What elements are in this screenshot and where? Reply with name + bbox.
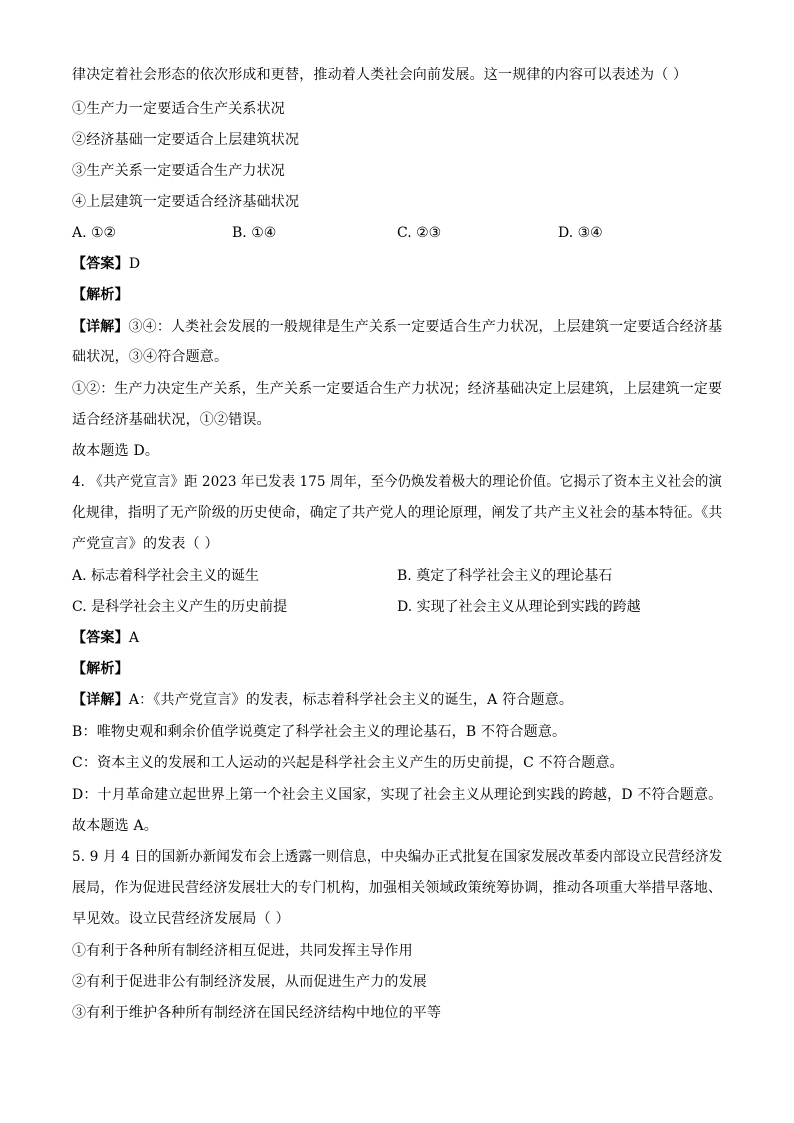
q4-conclusion: 故本题选 A。: [72, 818, 158, 834]
q3-answer-label: 【答案】: [72, 256, 129, 272]
q4-stem-line-2: 化规律，指明了无产阶级的历史使命，确定了共产党人的理论原理，阐发了共产主义社会的基本特征。《共: [72, 505, 723, 521]
q3-detail-line-3: ①②：生产力决定生产关系，生产关系一定要适合生产力状况；经济基础决定上层建筑，上层建筑一定要: [72, 381, 723, 397]
q3-item-1: ①生产力一定要适合生产关系状况: [72, 101, 285, 117]
q4-option-a: A. 标志着科学社会主义的诞生: [72, 568, 260, 584]
q4-stem-line-1: 4. 《共产党宣言》距 2023 年已发表 175 周年，至今仍焕发着极大的理论价值。它揭示了资本主义社会的演: [72, 474, 722, 490]
q3-answer-value: D: [128, 256, 141, 272]
q5-stem-line-1: 5. 9 月 4 日的国新办新闻发布会上透露一则信息，中央编办正式批复在国家发展改革委内部设立民营经济发: [72, 849, 723, 865]
q3-conclusion: 故本题选 D。: [72, 443, 160, 459]
q5-item-1: ①有利于各种所有制经济相互促进，共同发挥主导作用: [72, 943, 413, 959]
q5-stem-line-3: 早见效。设立民营经济发展局（ ）: [72, 911, 290, 927]
q3-stem-continuation: 律决定着社会形态的依次形成和更替，推动着人类社会向前发展。这一规律的内容可以表述为（ ）: [72, 67, 688, 83]
q3-item-3: ③生产关系一定要适合生产力状况: [72, 163, 285, 179]
q4-detail-line-3: C：资本主义的发展和工人运动的兴起是科学社会主义产生的历史前提，C 不符合题意。: [72, 755, 624, 771]
q4-option-c: C. 是科学社会主义产生的历史前提: [72, 599, 288, 615]
q3-option-a: A. ①②: [72, 225, 117, 241]
q4-option-d: D. 实现了社会主义从理论到实践的跨越: [397, 599, 641, 615]
q3-option-c: C. ②③: [397, 225, 442, 241]
q3-answer-line: [72, 255, 140, 273]
q3-detail-line-4: 适合经济基础状况，①②错误。: [72, 412, 271, 428]
q4-stem-line-3: 产党宣言》的发表（ ）: [72, 536, 219, 552]
q3-detail-line-2: 础状况，③④符合题意。: [72, 349, 229, 365]
q5-stem-line-2: 展局，作为促进民营经济发展壮大的专门机构，加强相关领域政策统筹协调，推动各项重大举措早落地、: [72, 880, 723, 896]
q3-item-4: ④上层建筑一定要适合经济基础状况: [72, 194, 300, 210]
q3-detail-text-1: ③④：人类社会发展的一般规律是生产关系一定要适合生产力状况，上层建筑一定要适合经济基: [128, 319, 723, 335]
q3-detail-label: 【详解】: [72, 319, 129, 335]
q4-analysis-label: 【解析】: [72, 661, 129, 677]
q3-detail-line-1: [72, 318, 722, 336]
q4-detail-line-1: [72, 691, 573, 709]
q3-option-d: D. ③④: [558, 225, 603, 241]
q4-detail-line-4: D：十月革命建立起世界上第一个社会主义国家，实现了社会主义从理论到实践的跨越，D 不符合题意。: [72, 787, 723, 803]
q4-answer-line: [72, 629, 139, 647]
q3-item-2: ②经济基础一定要适合上层建筑状况: [72, 132, 300, 148]
q3-option-b: B. ①④: [232, 225, 277, 241]
q4-option-b: B. 奠定了科学社会主义的理论基石: [397, 568, 613, 584]
q4-answer-value: A: [128, 630, 140, 646]
q4-detail-line-2: B：唯物史观和剩余价值学说奠定了科学社会主义的理论基石，B 不符合题意。: [72, 724, 567, 740]
q5-item-3: ③有利于维护各种所有制经济在国民经济结构中地位的平等: [72, 1005, 442, 1021]
q3-analysis-label: 【解析】: [72, 287, 129, 303]
q4-detail-label: 【详解】: [72, 692, 129, 708]
q4-detail-text-1: A：《共产党宣言》的发表，标志着科学社会主义的诞生，A 符合题意。: [128, 692, 574, 708]
q4-answer-label: 【答案】: [72, 630, 129, 646]
q5-item-2: ②有利于促进非公有制经济发展，从而促进生产力的发展: [72, 974, 427, 990]
